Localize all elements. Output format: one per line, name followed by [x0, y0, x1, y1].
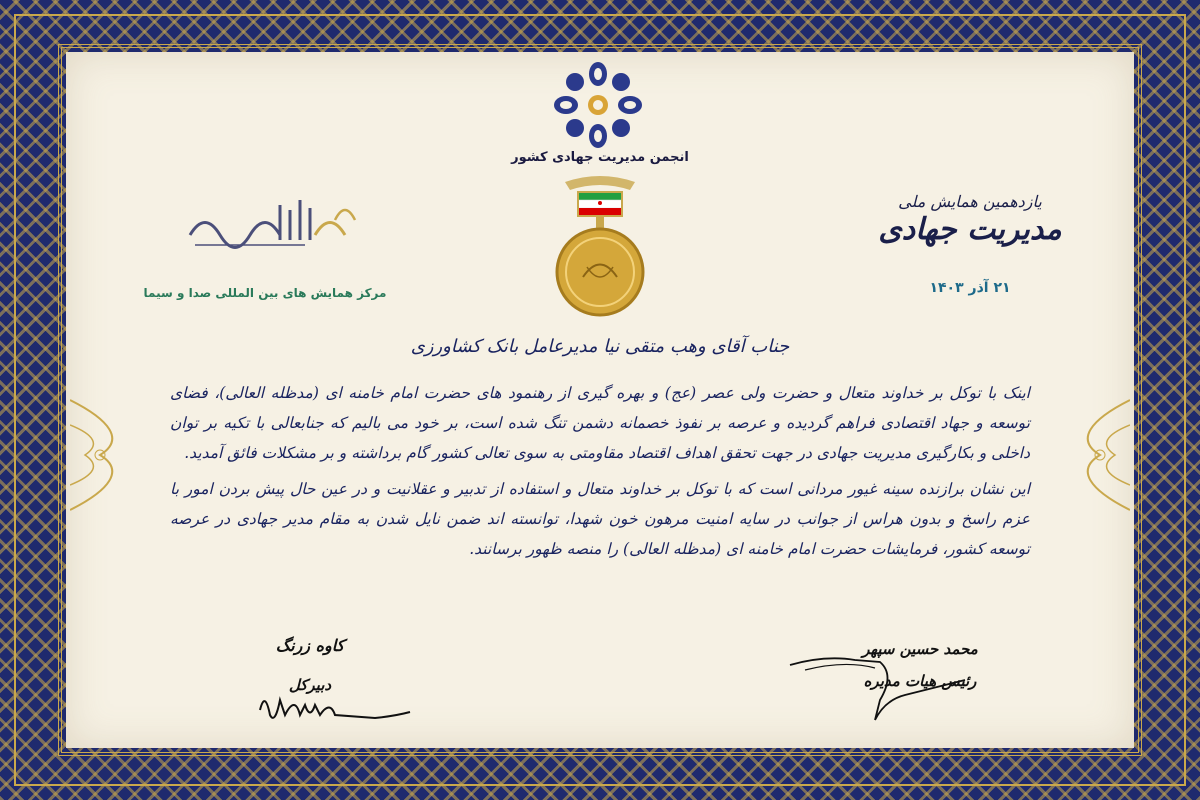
- left-calligraphy-logo: [185, 190, 360, 260]
- left-signatory-title: دبیرکل: [288, 676, 332, 694]
- right-signatory-title: رئیس هیات مدیره: [863, 672, 977, 690]
- conference-title: مدیریت جهادی: [878, 212, 1062, 247]
- left-venue-subtitle: مرکز همایش های بین المللی صدا و سیما: [143, 286, 387, 300]
- conference-edition: یازدهمین همایش ملی: [898, 192, 1042, 211]
- certificate-body: [170, 378, 1030, 564]
- left-signatory-name: کاوه زرنگ: [275, 636, 345, 655]
- right-signatory-name: محمد حسین سپهر: [862, 640, 978, 658]
- recipient-line: جناب آقای وهب متقی نیا مدیرعامل بانک کشاورزی: [410, 336, 790, 357]
- body-paragraph-2: این نشان برازنده سینه غیور مردانی است که با توکل بر خداوند متعال و استفاده از تدبیر و عقلانیت و در عین حال پیش بردن امور با عزم راسخ و بدون هراس از جوانب در سایه امنیت مرهون خون شهدا، توانسته اند ضمن نایل شدن به مقام مدیر جهادی در عرصه توسعه کشور، فرمایشات حضرت امام خامنه ای (مدظله العالی) را منصه ظهور برسانند.: [170, 480, 1030, 558]
- medal-emblem: [545, 172, 655, 322]
- association-logo: [548, 60, 648, 150]
- association-name: انجمن مدیریت جهادی کشور: [511, 150, 689, 165]
- left-signature: [255, 680, 415, 730]
- conference-date: ۲۱ آذر ۱۴۰۳: [929, 280, 1011, 296]
- right-side-ornament: [1070, 380, 1130, 530]
- left-side-ornament: [70, 380, 130, 530]
- body-paragraph-1: اینک با توکل بر خداوند متعال و حضرت ولی عصر (عج) و بهره گیری از رهنمود های حضرت امام خامنه ای (مدظله العالی)، فضای توسعه و جهاد اقتصادی فراهم گردیده و عرصه بر نفوذ خصمانه دشمن تنگ شده است، بر خود می بالیم که جنابعالی با تکیه بر توان داخلی و بکارگیری مدیریت جهادی در جهت تحقق اهداف اقتصاد مقاومتی به سوی تعالی کشور گام برداشته و بر مشکلات فائق آمدید.: [170, 384, 1030, 462]
